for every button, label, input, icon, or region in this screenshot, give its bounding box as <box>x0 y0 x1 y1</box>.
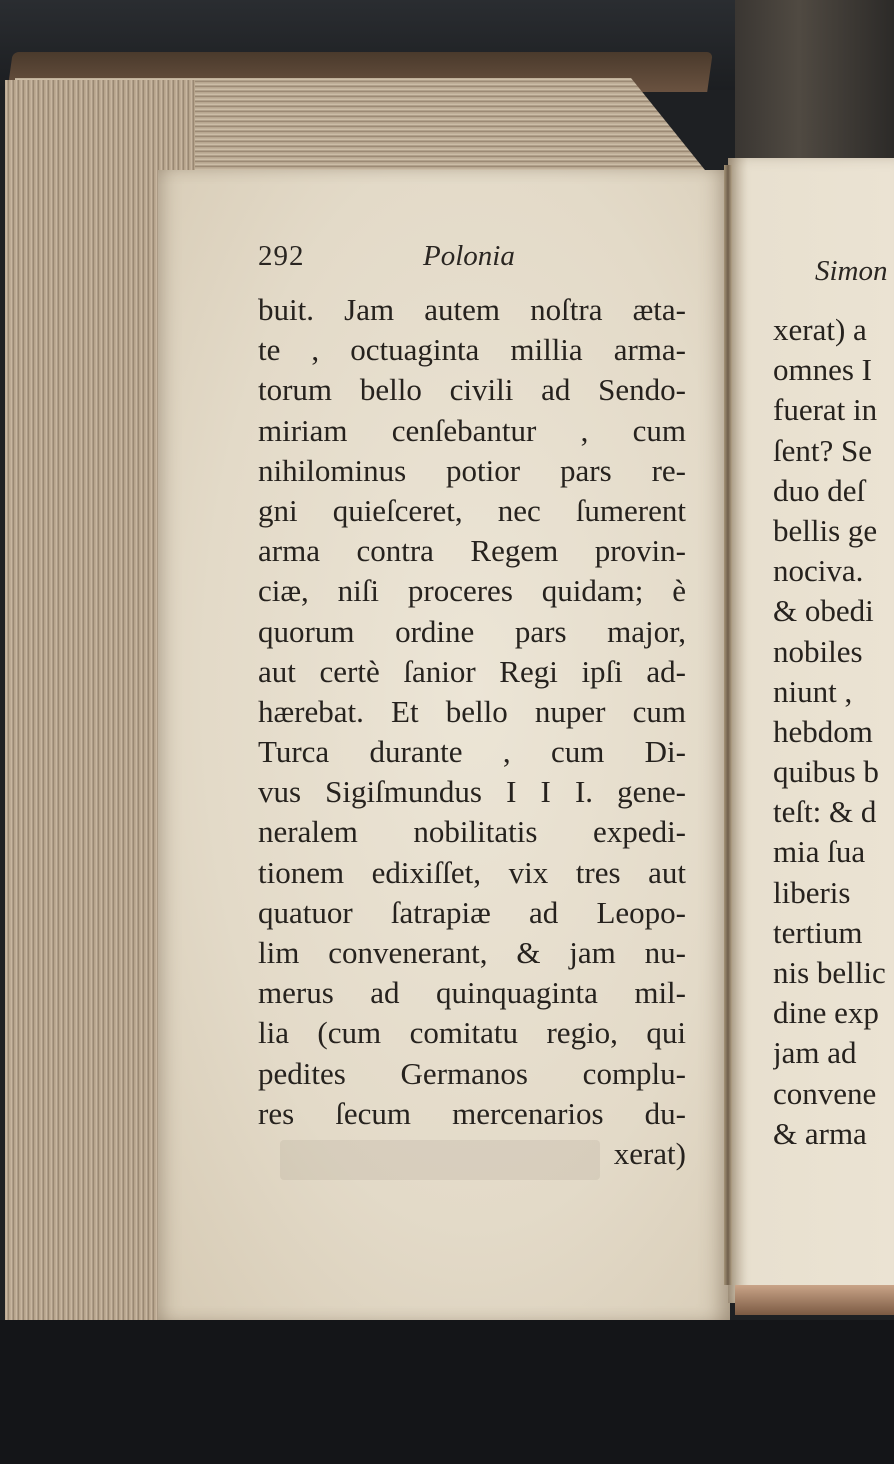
page-number: 292 <box>258 240 305 272</box>
text-line: lia (cum comitatu regio, qui <box>258 1015 686 1051</box>
text-line: duo deſ <box>773 472 866 508</box>
text-line: jam ad <box>773 1035 857 1071</box>
text-line: vus Sigiſmundus I I I. gene- <box>258 774 686 810</box>
right-page-text <box>773 310 894 1154</box>
text-line: nobiles <box>773 633 863 669</box>
text-line: hebdom <box>773 713 873 749</box>
text-line: hærebat. Et bello nuper cum <box>258 693 686 729</box>
text-line: te , octuaginta millia arma- <box>258 332 686 368</box>
text-line: quatuor ſatrapiæ ad Leopo- <box>258 894 686 930</box>
text-line: & obedi <box>773 593 874 629</box>
text-line: Turca durante , cum Di- <box>258 734 686 770</box>
text-line: miriam cenſebantur , cum <box>258 412 686 448</box>
text-line: buit. Jam autem noſtra æta- <box>258 292 686 327</box>
text-line: teſt: & d <box>773 794 877 830</box>
left-page-header <box>258 240 688 280</box>
running-title: Polonia <box>423 240 515 272</box>
text-line: quibus b <box>773 754 879 790</box>
text-line: niunt , <box>773 673 853 709</box>
text-line: aut certè ſanior Regi ipſi ad- <box>258 653 686 689</box>
text-line: xerat) a <box>773 312 867 347</box>
background-bottom <box>0 1320 894 1464</box>
text-line: & arma <box>773 1115 867 1151</box>
text-line: res ſecum mercenarios du- <box>258 1095 686 1131</box>
right-page-running-title: Simon <box>815 255 888 287</box>
book-gutter <box>724 165 732 1285</box>
text-line: ciæ, niſi proceres quidam; è <box>258 573 686 609</box>
left-page-text <box>258 290 686 1174</box>
text-line: fuerat in <box>773 392 878 428</box>
text-line: gni quieſceret, nec ſumerent <box>258 492 686 528</box>
text-line: convene <box>773 1075 877 1111</box>
text-line: tionem edixiſſet, vix tres aut <box>258 854 686 890</box>
text-line: liberis <box>773 874 851 910</box>
text-line: omnes I <box>773 352 873 388</box>
text-line: arma contra Regem provin- <box>258 533 686 569</box>
text-line: xerat) <box>613 1135 686 1171</box>
text-line: dine exp <box>773 995 879 1031</box>
text-line: merus ad quinquaginta mil- <box>258 975 686 1011</box>
text-line: pedites Germanos complu- <box>258 1055 686 1091</box>
text-line: quorum ordine pars major, <box>258 613 686 649</box>
text-line: nociva. <box>773 553 864 589</box>
text-line: tertium <box>773 914 863 950</box>
text-line: nis bellic <box>773 955 886 990</box>
text-line: mia ſua <box>773 834 866 870</box>
text-line: torum bello civili ad Sendo- <box>258 372 686 408</box>
text-line: lim convenerant, & jam nu- <box>258 935 686 970</box>
text-line: bellis ge <box>773 512 878 548</box>
background-shelf <box>735 0 894 170</box>
text-line: nihilominus potior pars re- <box>258 452 686 488</box>
text-line: ſent? Se <box>773 432 872 468</box>
right-page-edge <box>735 1285 894 1315</box>
text-line: neralem nobilitatis expedi- <box>258 814 686 850</box>
